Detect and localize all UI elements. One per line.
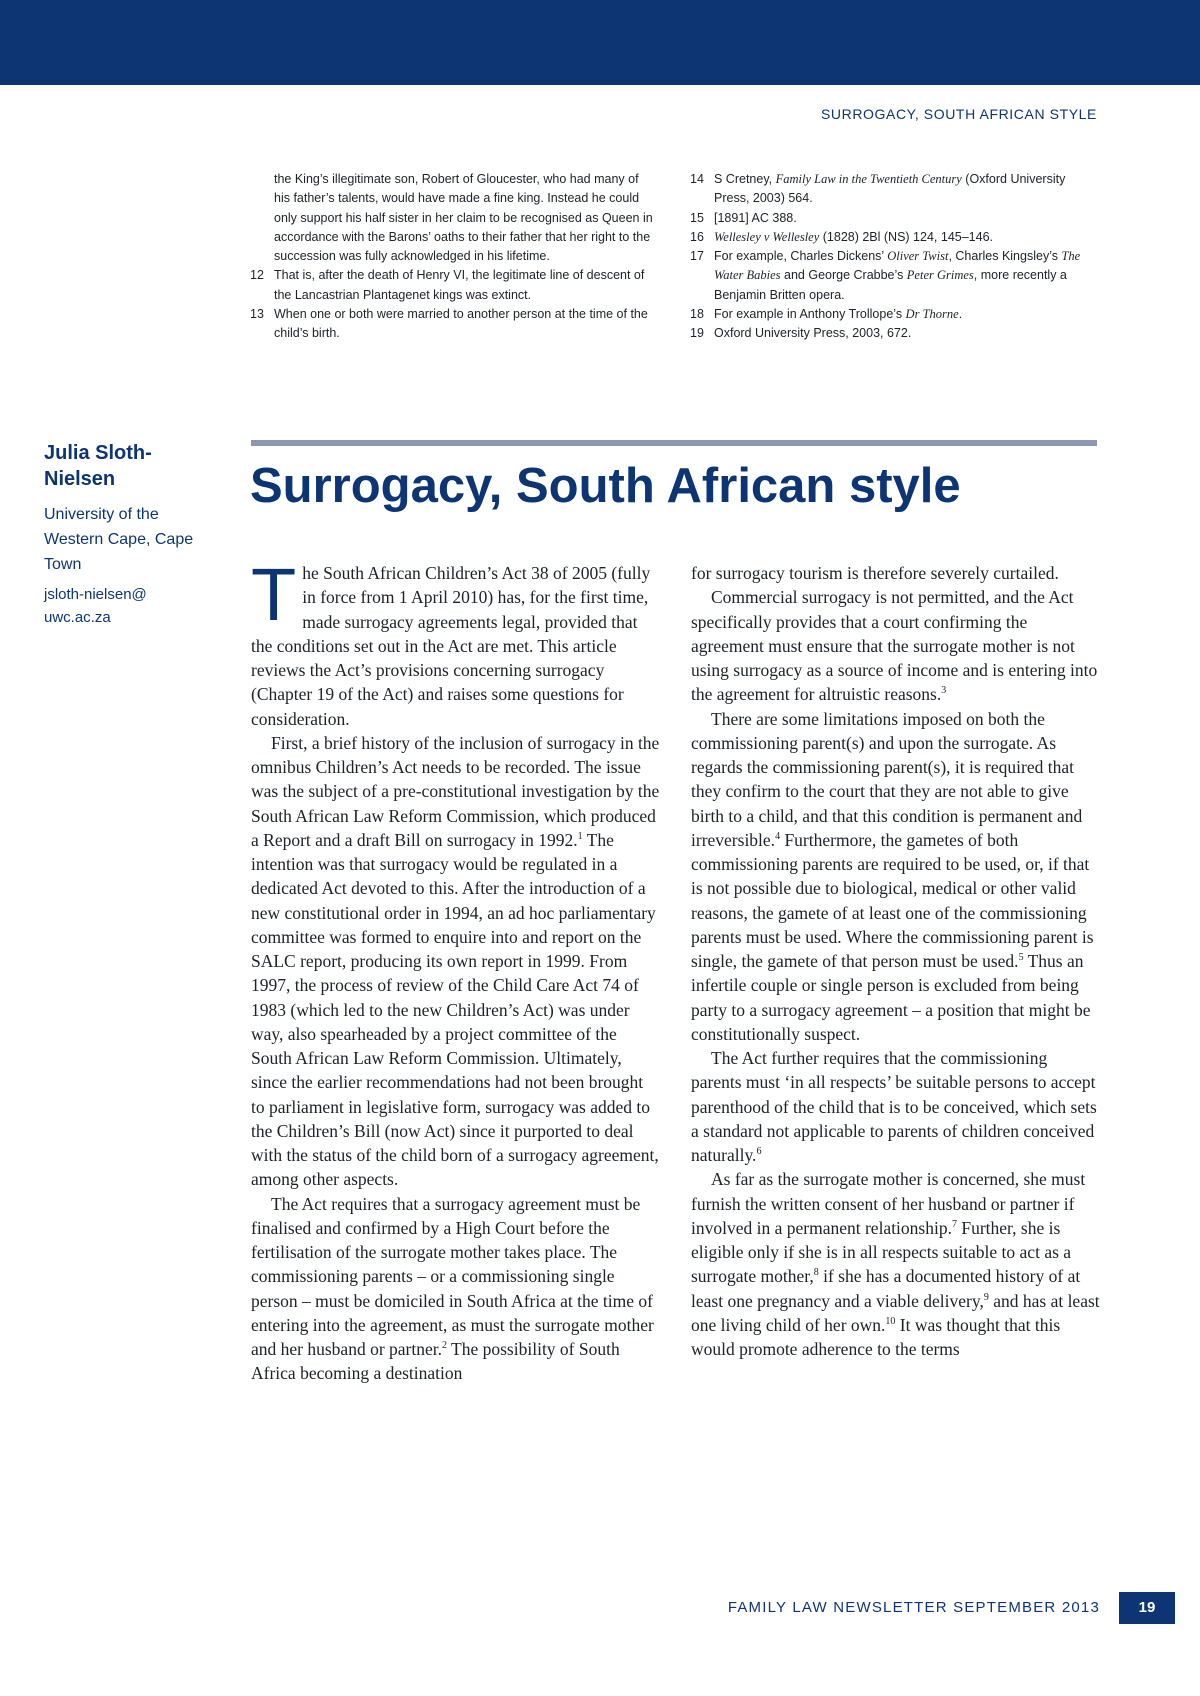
footnote-title: The Water Babies (714, 249, 1081, 283)
title-rule (251, 440, 1097, 446)
footnote-continued: the King’s illegitimate son, Robert of Gloucester, who had many of his father’s talents, would have made a fine king. Instead he could only support his half sister in her claim to be recognised as Queen in accordance with the Barons’ oaths to their father that her right to the succession was fully acknowledged in his lifetime. (274, 172, 653, 264)
footnote-number: 13 (250, 307, 264, 322)
paragraph-3 (251, 1192, 661, 1386)
footnote-ref: 10 (885, 1315, 896, 1327)
footnote-ref: 1 (577, 830, 583, 842)
email-line-1: jsloth-nielsen@ (44, 586, 147, 603)
footnotes-right (690, 170, 1096, 344)
footnote-ref: 2 (441, 1340, 447, 1352)
footnote-text: , Charles Kingsley’s (948, 249, 1062, 264)
footnote-number: 18 (690, 307, 704, 322)
paragraph-text: The Act requires that a surrogacy agreement must be finalised and confirmed by a High Court before the fertilisation of the surrogate mother takes place. The commissioning parents – or a commissioning single person – must be domiciled in South Africa at the time of entering into the agreement, as must the surrogate mother and her husband or partner. (251, 1193, 654, 1359)
author-name: Julia Sloth-Nielsen (44, 442, 152, 490)
footnote-13 (250, 305, 654, 344)
paragraph-text: and has at least one living child of her own. (691, 1290, 1100, 1335)
running-head: SURROGACY, SOUTH AFRICAN STYLE (820, 106, 1097, 122)
footnote-16 (690, 228, 1096, 247)
paragraph-continued: for surrogacy tourism is therefore severely curtailed. (691, 563, 1059, 583)
paragraph-text: The possibility of South Africa becoming a destination (251, 1339, 620, 1384)
paragraph-1 (251, 553, 661, 731)
footnote-text: (1828) 2Bl (NS) 124, 145–146. (819, 229, 993, 244)
footnote-12 (250, 266, 654, 305)
footnote-ref: 6 (756, 1146, 762, 1158)
footnote-text: That is, after the death of Henry VI, the legitimate line of descent of the Lancastrian Plantagenet kings was extinct. (274, 268, 645, 302)
body-column-left (251, 553, 661, 1386)
footnote-text: Oxford University Press, 2003, 672. (714, 326, 912, 341)
footnotes-left (250, 170, 654, 344)
article-title: Surrogacy, South African style (250, 459, 961, 513)
footnote-number: 19 (690, 326, 704, 341)
footnote-title: Family Law in the Twentieth Century (775, 172, 962, 186)
footnote-17 (690, 247, 1096, 305)
footer-publication: FAMILY LAW NEWSLETTER SEPTEMBER 2013 (727, 1599, 1100, 1616)
page-number: 19 (1119, 1592, 1175, 1624)
footnote-title: Oliver Twist (887, 249, 949, 264)
footnote-18 (690, 305, 1096, 324)
footnote-19 (690, 324, 1096, 343)
footnote-number: 12 (250, 268, 264, 283)
paragraph-text: First, a brief history of the inclusion of surrogacy in the omnibus Children’s Act needs to be recorded. The issue was the subject of a pre-constitutional investigation by the South African Law Reform Commission, which produced a Report and a draft Bill on surrogacy in 1992. (251, 732, 660, 850)
footnote-text: . (958, 307, 963, 322)
paragraph-text: It was thought that this would promote adherence to the terms (691, 1314, 1061, 1359)
drop-cap: T (251, 553, 297, 636)
footnote-text: (Oxford University Press, 2003) 564. (714, 172, 1066, 206)
paragraph-text: Commercial surrogacy is not permitted, and the Act specifically provides that a court confirming the agreement must ensure that the surrogate mother is not using surrogacy as a source of income and is entering into the agreement for altruistic reasons. (691, 587, 1098, 705)
paragraph-surrogate (691, 1167, 1101, 1361)
paragraph-2 (251, 731, 661, 1192)
footnote-14 (690, 170, 1096, 209)
email-line-2: uwc.ac.za (44, 609, 111, 626)
paragraph-text: Further, she is eligible only if she is in all respects suitable to act as a surrogate mother, (691, 1217, 1072, 1287)
header-band (0, 0, 1200, 85)
footnote-number: 14 (690, 172, 704, 186)
footnote-number: 16 (690, 229, 704, 244)
footnote-text: , more recently a Benjamin Britten opera. (714, 268, 1067, 302)
footnote-number: 17 (690, 249, 704, 264)
footnote-ref: 8 (813, 1267, 819, 1279)
paragraph-suitability (691, 1046, 1101, 1167)
paragraph-limitations (691, 707, 1101, 1047)
paragraph-text: Furthermore, the gametes of both commissioning parents are required to be used, or, if that is not possible due to biological, medical or other valid reasons, the gamete of at least one of the commissioning parents must be used. Where the commissioning parent is single, the gamete of that person must be used. (691, 829, 1094, 971)
paragraph-text: The Act further requires that the commissioning parents must ‘in all respects’ be suitable persons to accept parenthood of the child that is to be conceived, which sets a standard not applicable to parents of children conceived naturally. (691, 1048, 1097, 1165)
footnote-ref: 7 (951, 1218, 957, 1230)
paragraph-text: As far as the surrogate mother is concerned, she must furnish the written consent of her husband or partner if involved in a permanent relationship. (691, 1169, 1086, 1238)
paragraph-text: if she has a documented history of at least one pregnancy and a viable delivery, (691, 1266, 1081, 1311)
footnote-ref: 5 (1018, 952, 1024, 964)
author-affiliation: University of the Western Cape, Cape Town (44, 506, 194, 573)
footnote-title: Peter Grimes (906, 268, 974, 283)
footnote-number: 15 (690, 210, 704, 225)
paragraph-text: he South African Children’s Act 38 of 2005 (fully in force from 1 April 2010) has, for the first time, made surrogacy agreements legal, provided that the conditions set out in the Act are met. This article reviews the Act’s provisions concerning surrogacy (Chapter 19 of the Act) and raises some questions for consideration. (251, 563, 651, 729)
footnote-title: Dr Thorne (905, 307, 959, 322)
paragraph-text: The intention was that surrogacy would be regulated in a dedicated Act devoted to this. After the introduction of a new constitutional order in 1994, an ad hoc parliamentary committee was formed to enquire into and report on the SALC report, producing its own report in 1999. From 1997, the process of review of the Child Care Act 74 of 1983 (which led to the new Children’s Act) was under way, also spearheaded by a project committee of the South African Law Reform Commission. Ultimately, since the earlier recommendations had not been brought to parliament in legislative form, surrogacy was added to the Children’s Bill (now Act) since it purported to deal with the status of the child born of a surrogacy agreement, among other aspects. (251, 829, 659, 1190)
footnote-ref: 3 (941, 685, 947, 697)
author-sidebar (44, 440, 194, 629)
footnote-text: When one or both were married to another person at the time of the child’s birth. (274, 307, 648, 341)
footnote-text: For example, Charles Dickens’ (714, 249, 888, 264)
footnote-text: and George Crabbe’s (780, 268, 907, 283)
footnote-ref: 9 (983, 1291, 989, 1303)
footnote-text: S Cretney, (714, 172, 776, 186)
author-email (44, 583, 194, 629)
paragraph-text: There are some limitations imposed on both the commissioning parent(s) and upon the surrogate. As regards the commissioning parent(s), it is required that they confirm to the court that they are not able to give birth to a child, and that this condition is permanent and irreversible. (691, 708, 1083, 850)
paragraph-commercial (691, 585, 1101, 706)
footnote-text: For example in Anthony Trollope’s (714, 307, 906, 322)
footnote-15 (690, 209, 1096, 228)
footnote-title: Wellesley v Wellesley (714, 229, 820, 244)
footnote-ref: 4 (775, 830, 781, 842)
paragraph-text: Thus an infertile couple or single person is excluded from being party to a surrogacy agreement – a position that might be constitutionally suspect. (691, 951, 1091, 1044)
body-column-right (691, 561, 1101, 1361)
footnote-text: [1891] AC 388. (714, 210, 797, 225)
